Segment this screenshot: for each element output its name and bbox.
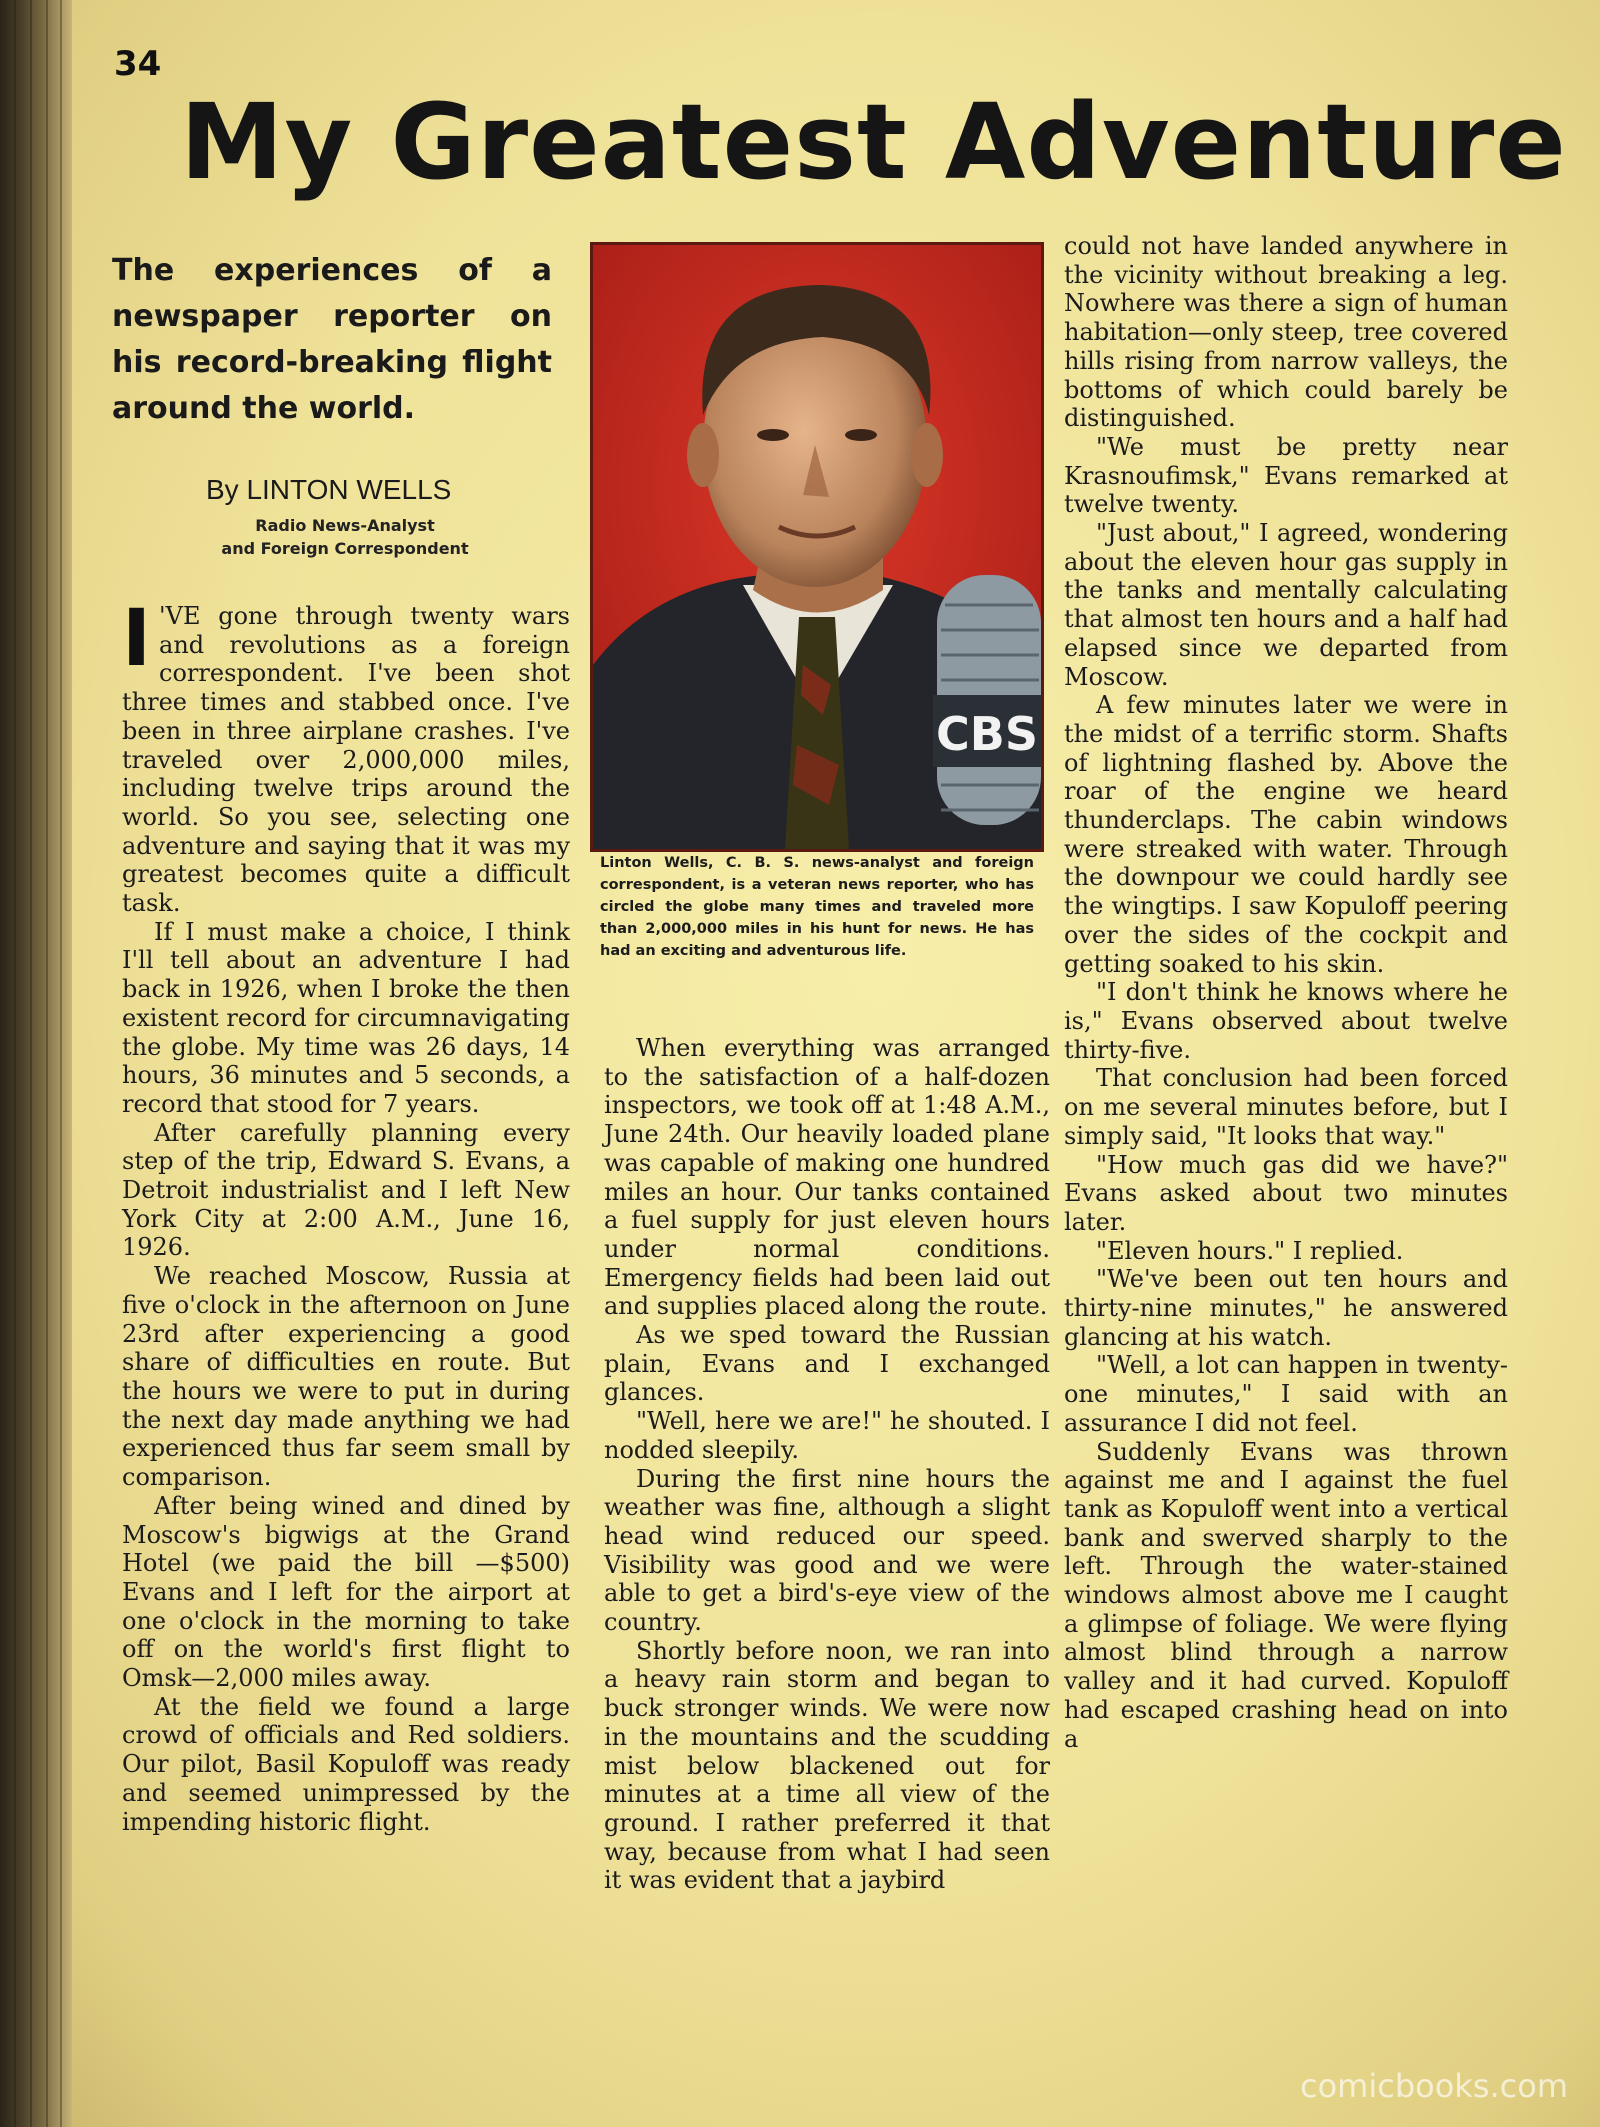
article-paragraph: "We must be pretty near Krasnoufimsk," Evans remarked at twelve twenty. (1064, 432, 1508, 519)
binding-edge-line (30, 0, 32, 2127)
binding-edge-line (60, 0, 62, 2127)
byline: By LINTON WELLS (206, 474, 452, 505)
article-column-left (122, 594, 570, 1836)
article-paragraph: "How much gas did we have?" Evans asked about two minutes later. (1064, 1150, 1508, 1236)
article-subtitle: The experiences of a newspaper reporter on his record-breaking flight around the world. (112, 253, 552, 426)
binding-edge-line (14, 0, 16, 2127)
article-paragraph: A few minutes later we were in the midst of a terrific storm. Shafts of lightning flashed by. Above the roar of the engine we heard thunderclaps. The cabin windows were streaked with water. Through the downpour we could hardly see the wingtips. I saw Kopuloff peering over the sides of the cockpit and getting soaked to his skin. (1064, 691, 1508, 978)
article-column-right (1064, 232, 1508, 1753)
article-paragraph: If I must make a choice, I think I'll tell about an adventure I had back in 1926, when I broke the then existent record for circumnavigating the globe. My time was 26 days, 14 hours, 36 minutes and 5 seconds, a record that stood for 7 years. (122, 917, 570, 1118)
article-paragraph: "Just about," I agreed, wondering about the eleven hour gas supply in the tanks and mentally calculating that almost ten hours and a half had elapsed since we departed from Moscow. (1064, 519, 1508, 691)
article-paragraph: After being wined and dined by Moscow's bigwigs at the Grand Hotel (we paid the bill —$500) Evans and I left for the airport at one o'clock in the morning to take off on the world's first flight to Omsk—2,000 miles away. (122, 1491, 570, 1693)
photo-caption: Linton Wells, C. B. S. news-analyst and foreign correspondent, is a veteran news reporter, who has circled the globe many times and traveled more than 2,000,000 miles in his hunt for news. He has had an exciting and adventurous life. (600, 855, 1034, 959)
author-role-line: Radio News-Analyst (255, 516, 435, 535)
author-portrait-photo (590, 242, 1044, 852)
author-role-line: and Foreign Correspondent (221, 539, 469, 558)
article-paragraph: During the first nine hours the weather was fine, although a slight head wind reduced our speed. Visibility was good and we were able to get a bird's-eye view of the country. (604, 1464, 1050, 1637)
paragraph-text: 'VE gone through twenty wars and revolutions as a foreign correspondent. I've been shot three times and stabbed once. I've been in three airplane crashes. I've traveled over 2,000,000 miles, including twelve trips around the world. So you see, selecting one adventure and saying that it was my greatest becomes quite a difficult task. (122, 602, 570, 918)
article-column-middle (604, 1034, 1050, 1895)
article-paragraph: As we sped toward the Russian plain, Evans and I exchanged glances. (604, 1321, 1050, 1407)
article-paragraph: "Well, here we are!" he shouted. I nodded sleepily. (604, 1407, 1050, 1464)
article-paragraph: "Well, a lot can happen in twenty-one minutes," I said with an assurance I did not feel. (1064, 1351, 1508, 1437)
article-paragraph: We reached Moscow, Russia at five o'clock in the afternoon on June 23rd after experiencing a good share of difficulties en route. But the hours we were to put in during the next day made anything we had experienced thus far seem small by comparison. (122, 1262, 570, 1492)
article-paragraph: could not have landed anywhere in the vicinity without breaking a leg. Nowhere was there a sign of human habitation—only steep, tree covered hills rising from narrow valleys, the bottoms of which could barely be distinguished. (1064, 232, 1508, 433)
drop-cap: I (122, 594, 152, 684)
article-paragraph: At the field we found a large crowd of officials and Red soldiers. Our pilot, Basil Kopuloff was ready and seemed unimpressed by the impending historic flight. (122, 1692, 570, 1836)
article-paragraph: When everything was arranged to the satisfaction of a half-dozen inspectors, we took off at 1:48 A.M., June 24th. Our heavily loaded plane was capable of making one hundred miles an hour. Our tanks contained a fuel supply for just eleven hours under normal conditions. Emergency fields had been laid out and supplies placed along the route. (604, 1034, 1050, 1321)
page-binding (0, 0, 72, 2127)
article-paragraph: "We've been out ten hours and thirty-nine minutes," he answered glancing at his watch. (1064, 1265, 1508, 1351)
binding-edge-line (46, 0, 48, 2127)
article-paragraph: After carefully planning every step of the trip, Edward S. Evans, a Detroit industrialist and I left New York City at 2:00 A.M., June 16, 1926. (122, 1118, 570, 1262)
article-paragraph (122, 594, 570, 918)
watermark: comicbooks.com (1299, 2067, 1568, 2105)
article-paragraph: Shortly before noon, we ran into a heavy rain storm and began to buck stronger winds. We were now in the mountains and the scudding mist below blackened out for minutes at a time all view of the ground. I rather preferred it that way, because from what I had seen it was evident that a jaybird (604, 1636, 1050, 1895)
author-role (190, 514, 500, 560)
portrait-illustration (593, 245, 1041, 849)
article-paragraph: Suddenly Evans was thrown against me and I against the fuel tank as Kopuloff went into a vertical bank and swerved sharply to the left. Through the water-stained windows almost above me I caught a glimpse of foliage. We were flying almost blind through a narrow valley and it had curved. Kopuloff had escaped crashing head on into a (1064, 1437, 1508, 1753)
page-number: 34 (114, 44, 162, 84)
article-paragraph: "Eleven hours." I replied. (1096, 1236, 1404, 1265)
cbs-mic-label: CBS (936, 707, 1038, 761)
article-paragraph: "I don't think he knows where he is," Evans observed about twelve thirty-five. (1064, 978, 1508, 1064)
article-paragraph: That conclusion had been forced on me several minutes before, but I simply said, "It looks that way." (1064, 1064, 1508, 1150)
page-title: My Greatest Adventure (180, 81, 1567, 203)
